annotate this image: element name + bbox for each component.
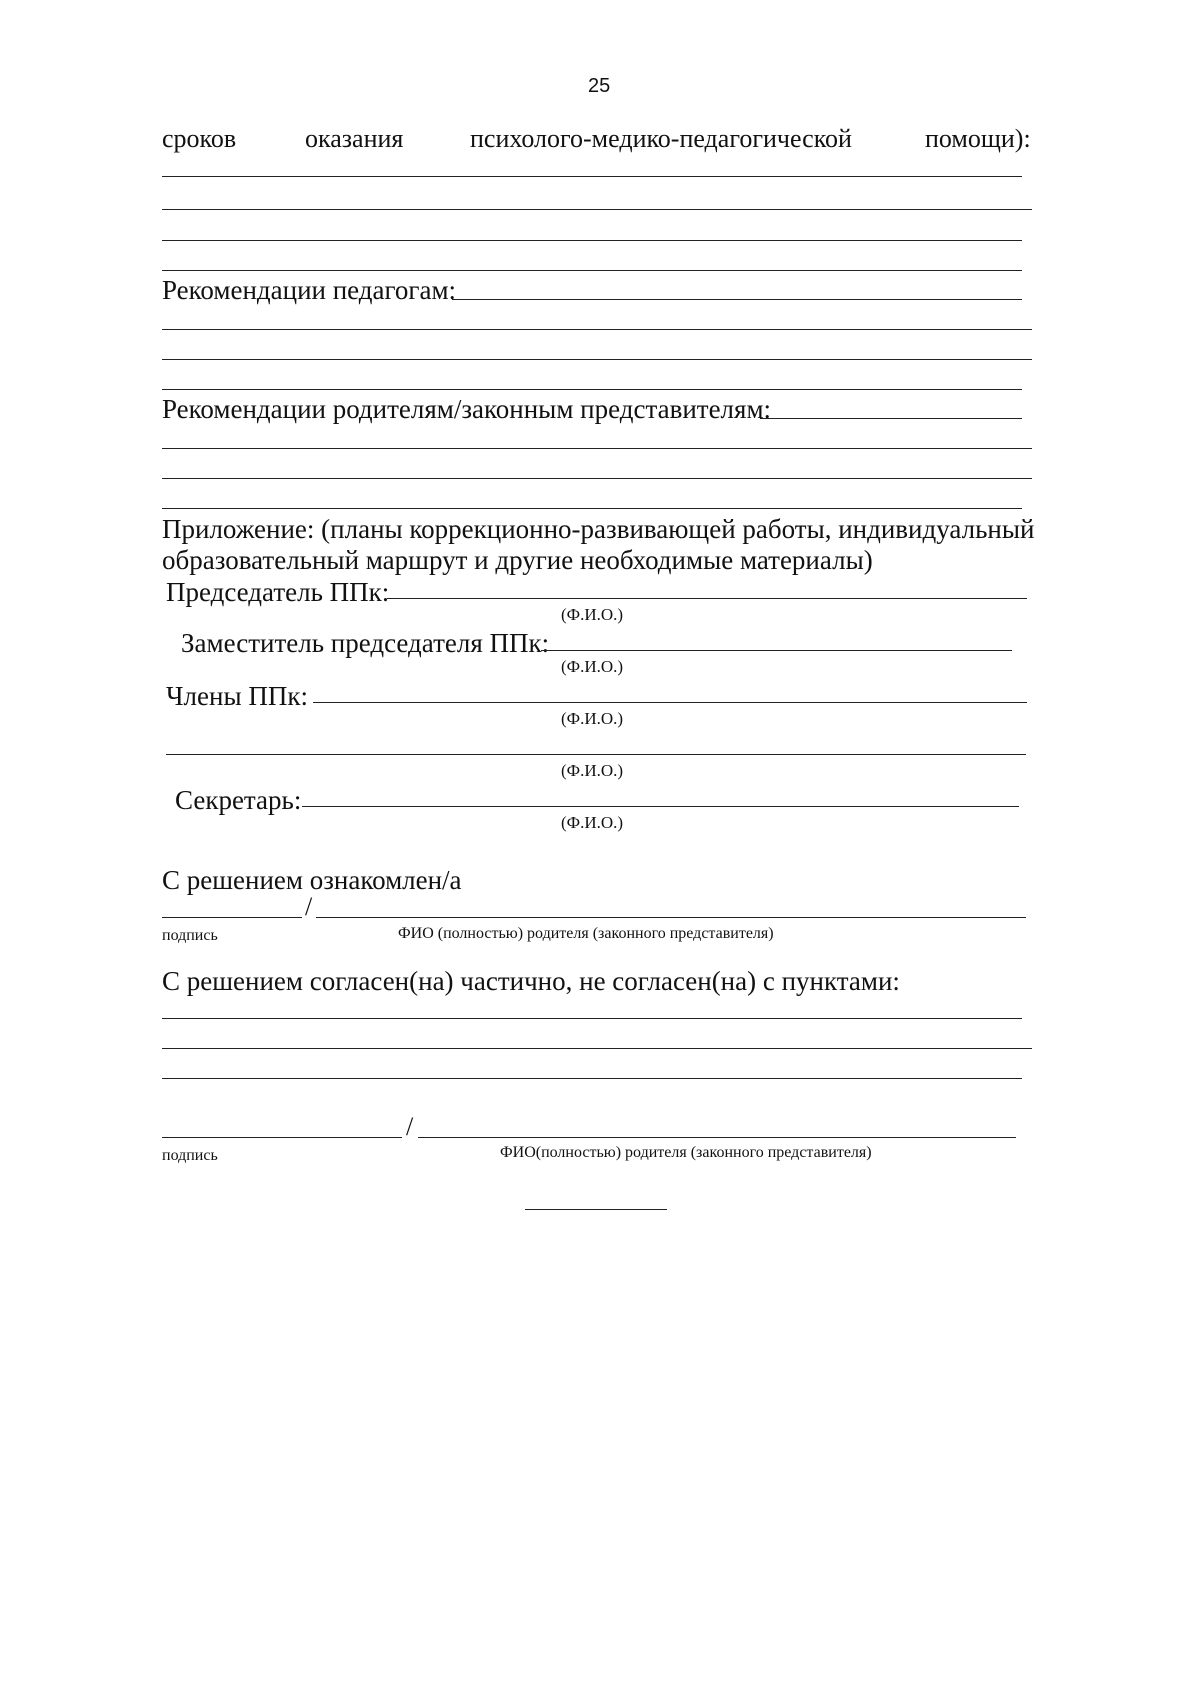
partial-signature-caption: подпись (162, 1147, 218, 1164)
acknowledged-fio-field[interactable] (316, 917, 1026, 918)
end-divider (525, 1209, 667, 1210)
acknowledged-fio-caption: ФИО (полностью) родителя (законного представителя) (398, 925, 774, 942)
members-extra-fio-caption: (Ф.И.О.) (561, 761, 624, 780)
partial-slash: / (406, 1112, 414, 1141)
blank-line[interactable] (162, 478, 1032, 479)
blank-line[interactable] (162, 176, 1022, 177)
blank-line[interactable] (162, 1078, 1022, 1079)
blank-line[interactable] (162, 209, 1032, 210)
members-field[interactable] (313, 702, 1027, 703)
blank-line[interactable] (162, 1018, 1022, 1019)
partial-fio-caption: ФИО(полностью) родителя (законного представителя) (500, 1144, 872, 1161)
top-line-word-2: оказания (305, 124, 404, 153)
blank-line[interactable] (162, 359, 1032, 360)
secretary-label: Секретарь: (175, 785, 302, 815)
acknowledged-signature-field[interactable] (162, 917, 302, 918)
partial-signature-field[interactable] (162, 1137, 402, 1138)
parents-recommendations-label: Рекомендации родителям/законным представителям: (162, 394, 772, 424)
blank-line[interactable] (162, 270, 1022, 271)
acknowledged-signature-caption: подпись (162, 927, 218, 944)
partial-agreement-heading: С решением согласен(на) частично, не согласен(на) с пунктами: (162, 966, 900, 996)
parents-recommendations-field[interactable] (760, 418, 1022, 419)
members-label: Члены ППк: (166, 681, 308, 711)
blank-line[interactable] (162, 240, 1022, 241)
top-line-word-4: помощи): (925, 124, 1031, 153)
blank-line[interactable] (162, 389, 1022, 390)
deputy-chairman-label: Заместитель председателя ППк: (181, 628, 550, 658)
members-field-extra[interactable] (166, 754, 1026, 755)
chairman-label: Председатель ППк: (166, 577, 390, 607)
teachers-recommendations-field[interactable] (452, 299, 1022, 300)
blank-line[interactable] (162, 448, 1032, 449)
secretary-field[interactable] (302, 806, 1019, 807)
page-number: 25 (588, 75, 611, 97)
teachers-recommendations-label: Рекомендации педагогам: (162, 275, 457, 305)
deputy-chairman-field[interactable] (541, 650, 1012, 651)
appendix-line-1: Приложение: (планы коррекционно-развивающей работы, индивидуальный (162, 514, 1035, 544)
blank-line[interactable] (162, 329, 1032, 330)
members-fio-caption: (Ф.И.О.) (561, 709, 624, 728)
partial-fio-field[interactable] (418, 1137, 1016, 1138)
chairman-field[interactable] (387, 598, 1027, 599)
chairman-fio-caption: (Ф.И.О.) (561, 605, 624, 624)
top-line-word-1: сроков (162, 124, 237, 153)
appendix-line-2: образовательный маршрут и другие необходимые материалы) (162, 545, 873, 575)
acknowledged-heading: С решением ознакомлен/а (162, 865, 462, 895)
deputy-fio-caption: (Ф.И.О.) (561, 657, 624, 676)
acknowledged-slash: / (305, 892, 313, 921)
blank-line[interactable] (162, 508, 1022, 509)
secretary-fio-caption: (Ф.И.О.) (561, 813, 624, 832)
top-line-word-3: психолого-медико-педагогической (470, 124, 852, 153)
blank-line[interactable] (162, 1048, 1032, 1049)
